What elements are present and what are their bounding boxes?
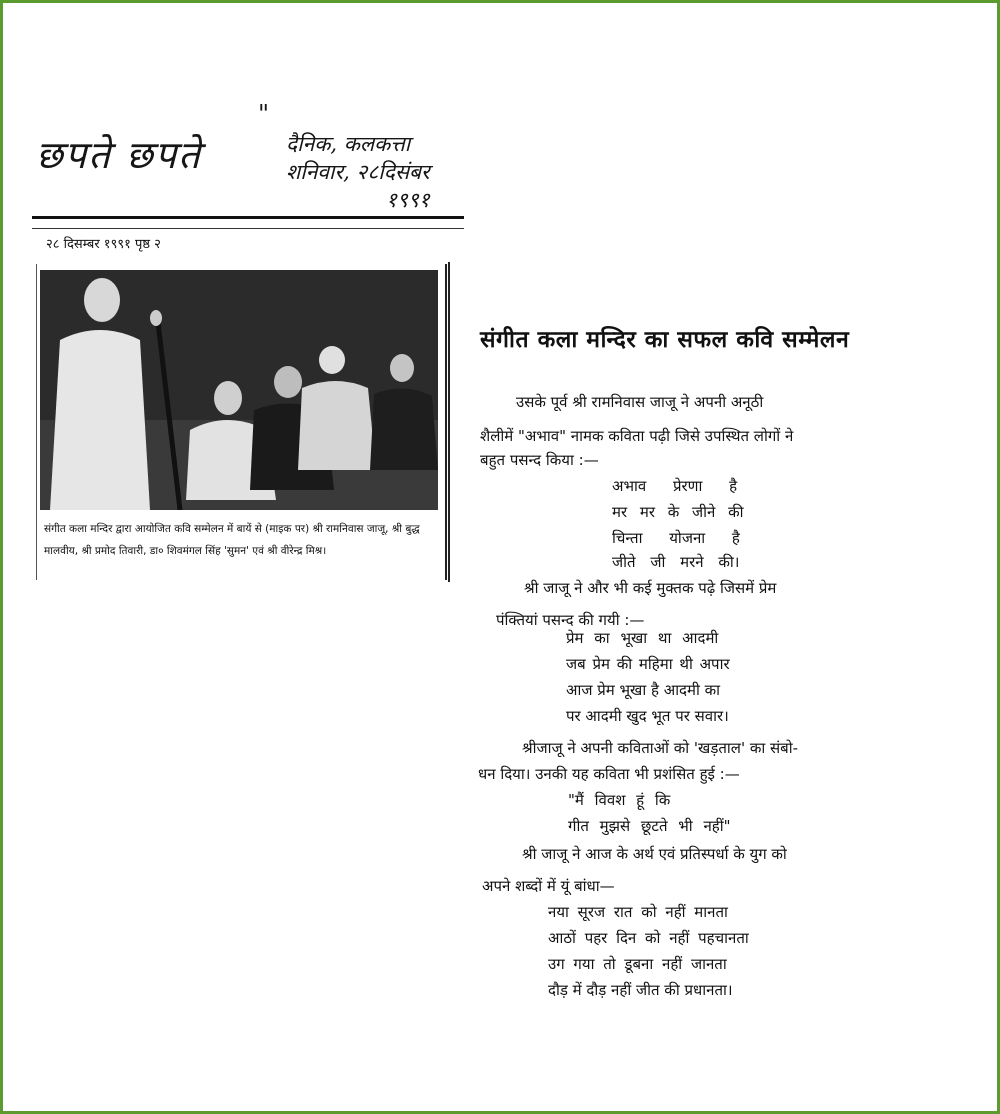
poem-line: चिन्ता योजना है (612, 529, 740, 547)
clipping-date-line: २८ दिसम्बर १९९१ पृष्ठ २ (46, 237, 161, 252)
clipping-photo (40, 270, 438, 510)
poem-line: दौड़ में दौड़ नहीं जीत की प्रधानता। (548, 981, 733, 999)
poem-line: पर आदमी खुद भूत पर सवार। (566, 707, 729, 725)
article-line: पंक्तियां पसन्द की गयी :— (496, 611, 645, 629)
handwritten-source-line: १९९१ (386, 188, 430, 212)
article-headline: संगीत कला मन्दिर का सफल कवि सम्मेलन (480, 327, 850, 353)
adjacent-column-edge (448, 262, 464, 582)
poem-line: आठों पहर दिन को नहीं पहचानता (548, 929, 749, 947)
poem-line: जीते जी मरने की। (612, 553, 740, 571)
poem-line: आज प्रेम भूखा है आदमी का (566, 681, 721, 699)
article-line: उसके पूर्व श्री रामनिवास जाजू ने अपनी अनूठी (516, 393, 764, 411)
article-line: श्री जाजू ने और भी कई मुक्तक पढ़े जिसमें प्रेम (524, 579, 777, 597)
article-line: शैलीमें "अभाव" नामक कविता पढ़ी जिसे उपस्थित लोगों ने (480, 427, 794, 445)
handwritten-title: छपते छपते (36, 133, 202, 177)
handwritten-source (286, 130, 466, 214)
poem-line: प्रेम का भूखा था आदमी (566, 629, 719, 647)
article-line: बहुत पसन्द किया :— (480, 451, 599, 469)
poem-line: "मैं विवश हूं कि (568, 791, 671, 809)
article-line: श्रीजाजू ने अपनी कविताओं को 'खड़ताल' का संबो- (522, 739, 799, 757)
photo-illustration (40, 270, 438, 510)
article-line: धन दिया। उनकी यह कविता भी प्रशंसित हुई :— (478, 765, 740, 783)
photo-caption: संगीत कला मन्दिर द्वारा आयोजित कवि सम्मेलन में बायें से (माइक पर) श्री रामनिवास जाजू, श्री बुद्ध मालवीय, श्री प्रमोद तिवारी, डा० शिवमंगल सिंह 'सुमन' एवं श्री वीरेन्द्र मिश्र। (44, 523, 420, 557)
poem-line: गीत मुझसे छूटते भी नहीं" (568, 817, 731, 835)
handwritten-source-line: दैनिक, कलकत्ता (286, 132, 411, 156)
clipping-rule (32, 216, 464, 219)
poem-line: मर मर के जीने की (612, 503, 744, 521)
poem-line: जब प्रेम की महिमा थी अपार (566, 655, 730, 673)
article-line: श्री जाजू ने आज के अर्थ एवं प्रतिस्पर्धा के युग को (522, 845, 787, 863)
clipping-rule (32, 228, 464, 229)
handwritten-source-line: शनिवार, २८दिसंबर (286, 160, 430, 184)
poem-line: अभाव प्रेरणा है (612, 477, 738, 495)
poem-line: उग गया तो डूबना नहीं जानता (548, 955, 727, 973)
article-line: अपने शब्दों में यूं बांधा— (482, 877, 615, 895)
handwritten-quote-mark: " (258, 100, 270, 128)
poem-line: नया सूरज रात को नहीं मानता (548, 903, 728, 921)
